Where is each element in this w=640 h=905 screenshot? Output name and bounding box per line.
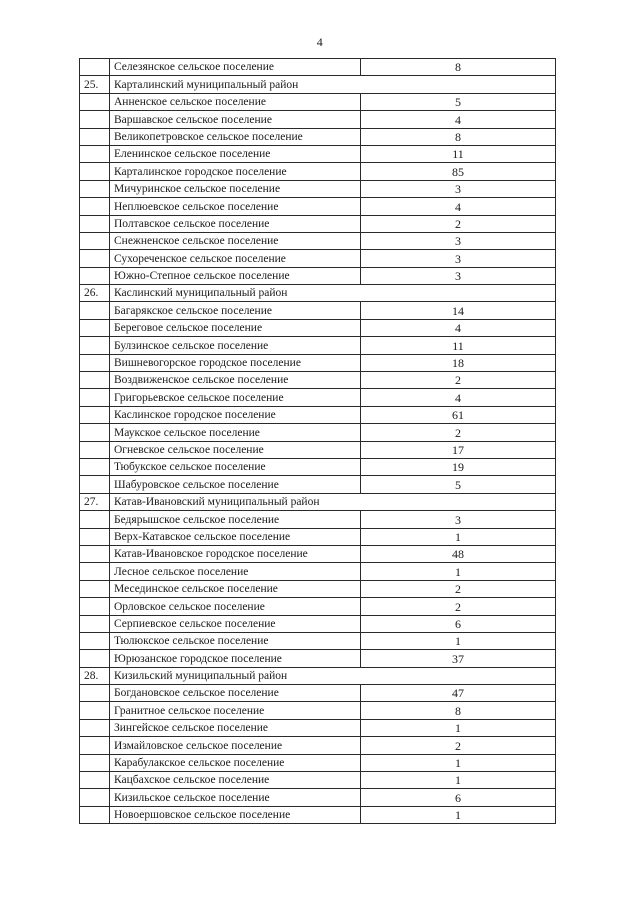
row-number-cell [80,685,110,702]
district-count-cell [361,493,556,510]
settlement-count: 1 [361,632,556,649]
settlement-name: Великопетровское сельское поселение [110,128,361,145]
settlement-row [80,441,556,458]
settlement-count: 3 [361,250,556,267]
settlement-name: Лесное сельское поселение [110,563,361,580]
row-number-cell [80,702,110,719]
settlement-row [80,354,556,371]
row-number-cell [80,93,110,110]
row-number-cell [80,476,110,493]
row-number-cell [80,511,110,528]
settlement-row [80,406,556,423]
settlement-name: Снежненское сельское поселение [110,232,361,249]
district-count-cell [361,76,556,93]
settlement-row [80,702,556,719]
settlement-name: Сухореченское сельское поселение [110,250,361,267]
settlement-name: Селезянское сельское поселение [110,59,361,76]
settlement-row [80,754,556,771]
settlement-count: 1 [361,563,556,580]
settlement-count: 47 [361,685,556,702]
settlement-row [80,650,556,667]
settlement-row [80,267,556,284]
settlement-name: Мичуринское сельское поселение [110,180,361,197]
row-number-cell [80,458,110,475]
settlement-count: 2 [361,598,556,615]
settlement-row [80,511,556,528]
row-number-cell [80,424,110,441]
settlement-count: 6 [361,615,556,632]
settlement-name: Серпиевское сельское поселение [110,615,361,632]
settlement-count: 8 [361,59,556,76]
settlement-count: 1 [361,528,556,545]
settlement-count: 4 [361,111,556,128]
settlement-row [80,302,556,319]
settlement-name: Бедярышское сельское поселение [110,511,361,528]
row-number-cell [80,267,110,284]
district-row [80,667,556,684]
settlement-row [80,372,556,389]
settlement-name: Каслинское городское поселение [110,406,361,423]
settlement-row [80,111,556,128]
settlement-name: Богдановское сельское поселение [110,685,361,702]
row-number-cell [80,806,110,823]
row-number-cell [80,302,110,319]
settlement-count: 17 [361,441,556,458]
settlement-row [80,163,556,180]
settlement-count: 2 [361,737,556,754]
settlement-name: Кацбахское сельское поселение [110,772,361,789]
settlement-row [80,93,556,110]
district-number: 28. [80,667,110,684]
district-number: 26. [80,285,110,302]
settlement-row [80,180,556,197]
settlement-count: 37 [361,650,556,667]
settlement-row [80,772,556,789]
settlement-name: Зингейское сельское поселение [110,719,361,736]
settlement-row [80,545,556,562]
row-number-cell [80,754,110,771]
row-number-cell [80,598,110,615]
settlement-name: Огневское сельское поселение [110,441,361,458]
row-number-cell [80,789,110,806]
district-row [80,285,556,302]
row-number-cell [80,772,110,789]
settlement-count: 8 [361,128,556,145]
settlement-row [80,806,556,823]
settlement-name: Юрюзанское городское поселение [110,650,361,667]
settlement-name: Береговое сельское поселение [110,319,361,336]
settlement-count: 4 [361,319,556,336]
settlement-count: 4 [361,198,556,215]
district-number: 25. [80,76,110,93]
settlement-name: Катав-Ивановское городское поселение [110,545,361,562]
row-number-cell [80,250,110,267]
settlement-row [80,632,556,649]
settlement-row [80,145,556,162]
settlement-count: 2 [361,372,556,389]
settlement-name: Еленинское сельское поселение [110,145,361,162]
settlement-count: 1 [361,772,556,789]
settlement-row [80,198,556,215]
row-number-cell [80,372,110,389]
row-number-cell [80,545,110,562]
row-number-cell [80,319,110,336]
settlement-row [80,250,556,267]
settlement-name: Новоершовское сельское поселение [110,806,361,823]
district-number: 27. [80,493,110,510]
row-number-cell [80,389,110,406]
settlement-count: 3 [361,180,556,197]
settlement-row [80,232,556,249]
settlement-count: 11 [361,337,556,354]
row-number-cell [80,128,110,145]
settlements-table [79,58,556,824]
row-number-cell [80,719,110,736]
row-number-cell [80,163,110,180]
settlement-name: Булзинское сельское поселение [110,337,361,354]
settlement-name: Вишневогорское городское поселение [110,354,361,371]
settlement-name: Карталинское городское поселение [110,163,361,180]
row-number-cell [80,650,110,667]
district-name: Каслинский муниципальный район [110,285,361,302]
settlements-table-body [80,59,556,824]
settlement-count: 19 [361,458,556,475]
settlement-name: Южно-Степное сельское поселение [110,267,361,284]
settlement-count: 3 [361,511,556,528]
settlement-name: Неплюевское сельское поселение [110,198,361,215]
settlement-count: 1 [361,806,556,823]
settlement-row [80,424,556,441]
row-number-cell [80,59,110,76]
row-number-cell [80,232,110,249]
settlement-row [80,737,556,754]
settlement-name: Тюлюкское сельское поселение [110,632,361,649]
row-number-cell [80,580,110,597]
settlement-name: Маукское сельское поселение [110,424,361,441]
settlement-count: 6 [361,789,556,806]
settlement-count: 18 [361,354,556,371]
settlement-count: 1 [361,754,556,771]
settlement-count: 5 [361,476,556,493]
page-number: 4 [316,35,324,49]
district-name: Карталинский муниципальный район [110,76,361,93]
settlement-count: 85 [361,163,556,180]
row-number-cell [80,528,110,545]
settlement-row [80,719,556,736]
settlement-count: 2 [361,424,556,441]
settlement-row [80,319,556,336]
settlement-count: 14 [361,302,556,319]
row-number-cell [80,354,110,371]
row-number-cell [80,180,110,197]
row-number-cell [80,337,110,354]
settlement-row [80,528,556,545]
row-number-cell [80,111,110,128]
settlement-name: Верх-Катавское сельское поселение [110,528,361,545]
row-number-cell [80,145,110,162]
settlement-count: 48 [361,545,556,562]
settlement-row [80,563,556,580]
settlement-row [80,458,556,475]
settlement-name: Полтавское сельское поселение [110,215,361,232]
row-number-cell [80,198,110,215]
settlement-row [80,389,556,406]
district-count-cell [361,285,556,302]
settlement-count: 61 [361,406,556,423]
settlement-count: 8 [361,702,556,719]
settlement-row [80,476,556,493]
district-count-cell [361,667,556,684]
settlement-row [80,615,556,632]
settlement-name: Гранитное сельское поселение [110,702,361,719]
row-number-cell [80,615,110,632]
row-number-cell [80,737,110,754]
settlement-row [80,59,556,76]
settlement-name: Багарякское сельское поселение [110,302,361,319]
settlement-name: Измайловское сельское поселение [110,737,361,754]
settlement-count: 2 [361,580,556,597]
district-name: Катав-Ивановский муниципальный район [110,493,361,510]
settlement-row [80,337,556,354]
settlement-name: Тюбукское сельское поселение [110,458,361,475]
settlement-name: Григорьевское сельское поселение [110,389,361,406]
settlement-count: 2 [361,215,556,232]
settlement-name: Кизильское сельское поселение [110,789,361,806]
settlement-row [80,580,556,597]
settlement-row [80,128,556,145]
settlement-name: Варшавское сельское поселение [110,111,361,128]
row-number-cell [80,215,110,232]
settlement-name: Анненское сельское поселение [110,93,361,110]
settlement-name: Шабуровское сельское поселение [110,476,361,493]
district-row [80,76,556,93]
district-name: Кизильский муниципальный район [110,667,361,684]
settlement-count: 5 [361,93,556,110]
settlement-name: Месединское сельское поселение [110,580,361,597]
settlement-row [80,215,556,232]
row-number-cell [80,632,110,649]
settlement-name: Воздвиженское сельское поселение [110,372,361,389]
settlement-row [80,598,556,615]
row-number-cell [80,406,110,423]
settlement-row [80,789,556,806]
row-number-cell [80,441,110,458]
settlement-name: Карабулакское сельское поселение [110,754,361,771]
settlement-name: Орловское сельское поселение [110,598,361,615]
settlement-count: 11 [361,145,556,162]
settlement-count: 3 [361,232,556,249]
district-row [80,493,556,510]
settlement-row [80,685,556,702]
settlement-count: 4 [361,389,556,406]
settlement-count: 3 [361,267,556,284]
settlement-count: 1 [361,719,556,736]
row-number-cell [80,563,110,580]
